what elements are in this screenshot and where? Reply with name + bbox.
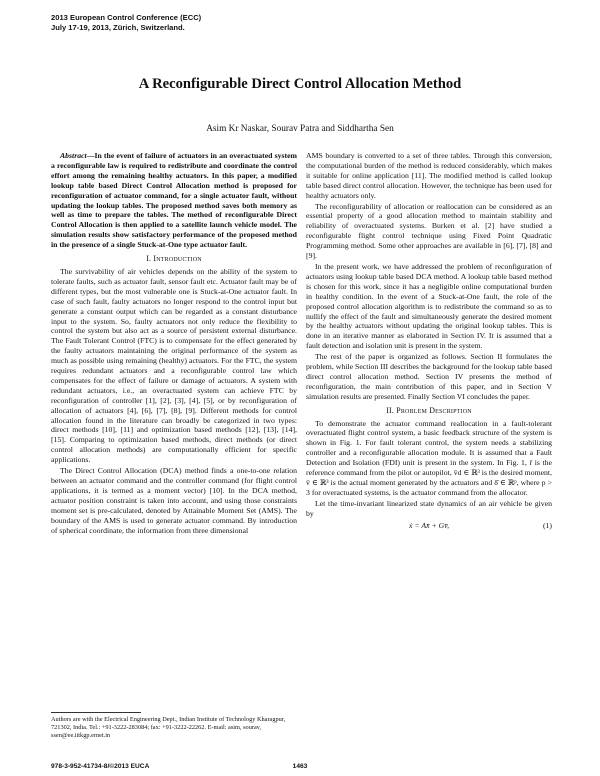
right-column (306, 151, 552, 535)
problem-paragraph-1: To demonstrate the actuator command reallocation in a fault-tolerant overactuated flight control system, a basic feedback structure of the system is shown in Fig. 1. For fault tolerant control, the system needs a stabilizing controller and a reconfigurable allocation module. It is assumed that a Fault Detection and Isolation (FDI) unit is present in the system. In Fig. 1, r̄ is the reference command from the pilot or autopilot, v̄d ∈ ℝ³ is the desired moment, v̄ ∈ ℝ³ is the actual moment generated by the actuators and δ̄ ∈ ℝᵖ, where p > 3 for overactuated systems, is the actuator command from the allocator. (306, 418, 552, 497)
footer-isbn: 978-3-952-41734-8/©2013 EUCA (51, 763, 150, 770)
intro-paragraph-1: The survivability of air vehicles depends on the ability of the system to tolerate faults, such as actuator fault, sensor fault etc. Actuator fault may be of different types, but the most vulnerable one is Stuck-at-One actuator fault. In case of such fault, faulty actuators no longer respond to the control input but generate a constant output which can be regarded as a constant disturbance input to the system. So, faulty actuators not only reduce the flexibility to control the system but also act as a source of persistent external disturbance. The Fault Tolerant Control (FTC) is to compensate for the effect generated by the faulty actuators maintaining the original performance of the system as much as possible using remaining (healthy) actuators. For the FTC, the system requires redundant actuators and a reconfigurable control law which compensates for the effect of failure or damage of actuators. A system with redundant actuators, i.e., an overactuated system can achieve FTC by reconfiguration of controller [1], [2], [3], [4], [5], or by reconfiguration of allocation of actuators [4], [6], [7], [8], [9]. Different methods for control allocation found in the literature can broadly be categorized in two types: direct methods [10], [11] and optimization based methods [12], [13], [14], [15]. Comparing to optimization based methods, direct methods (or direct control allocation methods) are computationally efficient for specific applications. (51, 266, 297, 465)
problem-paragraph-2: Let the time-invariant linearized state dynamics of an air vehicle be given by (306, 498, 552, 518)
intro-paragraph-2-continued: AMS boundary is converted to a set of three tables. Through this conversion, the computational burden of the method is reduced considerably, which makes it suitable for online application [11]. The modified method is called lookup table based direct control allocation. However, the technique has been used for healthy actuators only. (306, 151, 552, 200)
intro-paragraph-4: In the present work, we have addressed the problem of reconfiguration of actuators using lookup table based DCA method. A lookup table based method is chosen for this work, since it has a negligible online computational burden in healthy condition. In the event of a Stuck-at-One fault, the role of the proposed control allocation algorithm is to redistribute the command so as to nullify the effect of the fault and simultaneously generate the desired moment by the healthy actuators without updating the original lookup tables. This is done in an iterative manner as elaborated in Section IV. It is assumed that a fault detection and isolation unit is present in the system. (306, 261, 552, 351)
conference-name: 2013 European Control Conference (ECC) (51, 13, 202, 22)
abstract: Abstract—In the event of failure of actuators in an overactuated system a reconfigurable law is required to redistribute and coordinate the control effort among the remaining healthy actuators. In this paper, a modified lookup table based Direct Control Allocation method is proposed for reconfiguration of actuator command, for a single actuator fault, without updating the lookup tables. The proposed method saves both memory as well as time to prepare the tables. The method of reconfigurable Direct Control Allocation is then applied to a satellite launch vehicle model. The simulation results show satisfactory performance of the proposed method in the presence of a single Stuck-at-One type actuator fault. (51, 151, 297, 250)
page-number: 1463 (292, 763, 308, 770)
section-name: Problem Description (396, 405, 472, 415)
section-number: II. (386, 405, 395, 415)
intro-paragraph-3: The reconfigurability of allocation or reallocation can be considered as an essential property of a good allocation method to maintain stability and reliability of overactuated systems. Burken et al. [2] have studied a reconfigurable flight control technique using Fixed Point Quadratic Programming method. Some other approaches are available in [6], [7], [8] and [9]. (306, 201, 552, 261)
section-name: Introduction (153, 254, 202, 264)
section-number: I. (146, 254, 152, 264)
equation-number: (1) (542, 520, 552, 530)
left-column (51, 151, 297, 536)
equation-body: ẋ = Ax̄ + Gv̄, (408, 520, 450, 530)
intro-paragraph-2: The Direct Control Allocation (DCA) method finds a one-to-one relation between an actuator command and the controller command (for flight control applications, it is termed as a moment vector) [10]. In the DCA method, actuator position constraint is taken into account, and using those constraints moment set is pre-calculated, denoted by Attainable Moment Set (AMS). The boundary of the AMS is used to generate actuator command. By introduction of spherical coordinate, the information from three dimensional (51, 466, 297, 535)
equation-1 (306, 521, 552, 535)
section-heading-problem-description (306, 406, 552, 416)
paper-title: A Reconfigurable Direct Control Allocation Method (138, 76, 462, 92)
conference-dates-place: July 17-19, 2013, Zürich, Switzerland. (51, 22, 185, 32)
author-affiliation-footnote: Authors are with the Electrical Engineering Dept., Indian Institute of Technology Kharagpur, 721302, India. Tel.: +91-3222-283084; fax: +91-3222-22262. E-mail: asim, sourav, ssen@ee.iitkgp.ernet.in (51, 716, 286, 739)
abstract-text: In the event of failure of actuators in an overactuated system a reconfigurable law is required to redistribute and coordinate the control effort among the remaining healthy actuators. In this paper, a modified lookup table based Direct Control Allocation method is proposed for reconfiguration of actuator command, for a single actuator fault, without updating the lookup tables. The proposed method saves both memory as well as time to prepare the tables. The method of reconfigurable Direct Control Allocation is then applied to a satellite launch vehicle model. The simulation results show satisfactory performance of the proposed method in the presence of a single Stuck-at-One type actuator fault. (51, 151, 297, 250)
abstract-lead: Abstract (60, 151, 87, 160)
intro-paragraph-5: The rest of the paper is organized as follows. Section II formulates the problem, while Section III describes the background for the lookup table based direct control allocation method. Section IV presents the method of reconfiguration, the main contribution of this paper, and in Section V simulation results are presented. Finally Section VI concludes the paper. (306, 352, 552, 401)
author-list: Asim Kr Naskar, Sourav Patra and Siddhartha Sen (206, 124, 394, 134)
conference-header (51, 13, 201, 32)
section-heading-introduction (51, 254, 297, 264)
footnote-rule (51, 712, 141, 713)
